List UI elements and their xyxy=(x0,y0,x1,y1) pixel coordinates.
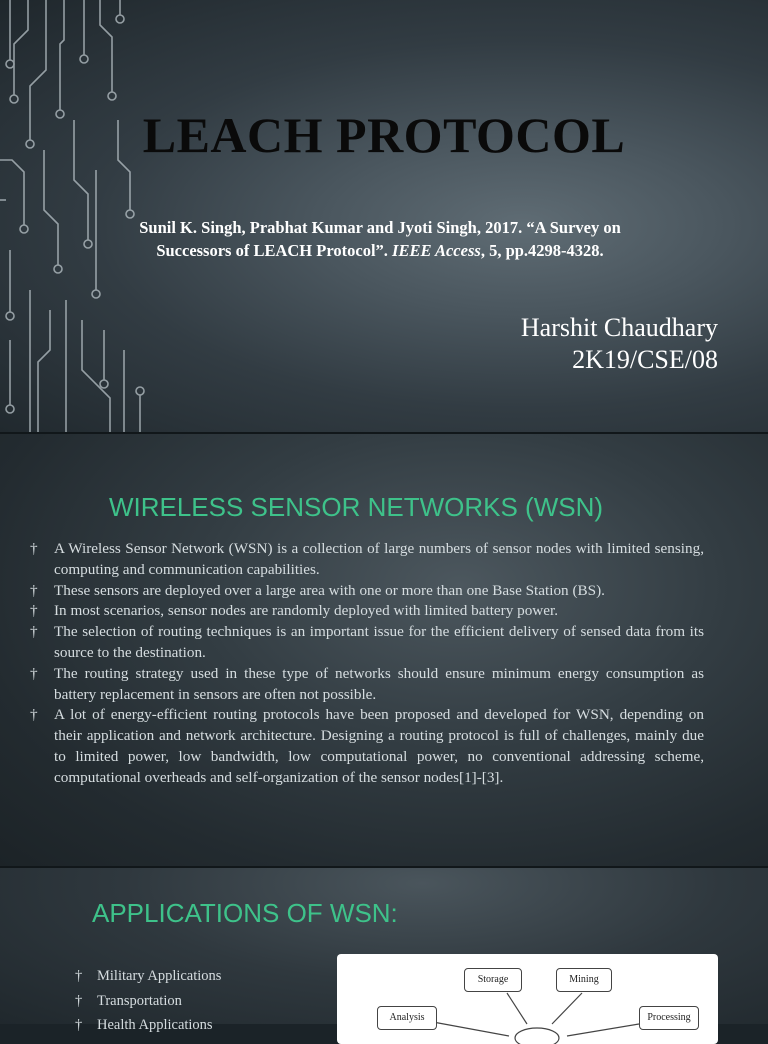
dagger-bullet-icon: † xyxy=(30,602,38,620)
citation xyxy=(130,216,630,262)
bullet-text: Health Applications xyxy=(97,1017,213,1033)
presentation-title: LEACH PROTOCOL xyxy=(142,107,626,163)
dagger-bullet-icon: † xyxy=(75,992,83,1009)
list-item xyxy=(30,664,704,706)
author-block xyxy=(521,312,718,376)
bullet-text: These sensors are deployed over a large area with one or more than one Base Station (BS). xyxy=(54,581,605,599)
list-item xyxy=(30,581,704,602)
dagger-bullet-icon: † xyxy=(30,706,38,724)
bullet-text: The selection of routing techniques is an important issue for the efficient delivery of sensed data from its source to the destination. xyxy=(54,623,704,661)
title-slide xyxy=(0,0,768,432)
bullet-text: In most scenarios, sensor nodes are randomly deployed with limited battery power. xyxy=(54,602,559,620)
wsn-heading: WIRELESS SENSOR NETWORKS (WSN) xyxy=(108,492,604,522)
author-name: Harshit Chaudhary xyxy=(520,313,718,342)
author-id: 2K19/CSE/08 xyxy=(572,345,718,374)
list-item xyxy=(75,964,221,989)
citation-authors: Sunil K. Singh, Prabhat Kumar and Jyoti Singh, 2017. “A Survey on Successors of LEACH Protocol”. xyxy=(139,218,621,260)
wsn-slide xyxy=(0,434,768,866)
diagram-node-mining: Mining xyxy=(556,968,612,992)
citation-journal: IEEE Access xyxy=(392,241,481,260)
dagger-bullet-icon: † xyxy=(30,540,38,557)
diagram-node-storage: Storage xyxy=(464,968,522,992)
wsn-applications-diagram xyxy=(337,954,718,1044)
bullet-text: Transportation xyxy=(97,992,182,1009)
list-item xyxy=(30,705,704,788)
applications-heading: APPLICATIONS OF WSN: xyxy=(92,898,398,928)
list-item xyxy=(30,622,704,664)
list-item xyxy=(30,601,704,622)
citation-volume: , 5, pp.4298-4328. xyxy=(480,241,604,260)
bullet-text: Military Applications xyxy=(97,968,222,984)
bullet-text: A Wireless Sensor Network (WSN) is a collection of large numbers of sensor nodes with limited sensing, computing and communication capabilities. xyxy=(54,540,704,578)
diagram-node-analysis: Analysis xyxy=(377,1006,437,1030)
diagram-connectors xyxy=(337,954,718,1044)
dagger-bullet-icon: † xyxy=(75,968,83,984)
list-item xyxy=(30,539,704,581)
list-item xyxy=(75,989,221,1014)
list-item xyxy=(75,1013,221,1038)
dagger-bullet-icon: † xyxy=(30,664,38,682)
diagram-node-processing: Processing xyxy=(639,1006,699,1030)
dagger-bullet-icon: † xyxy=(75,1017,83,1033)
applications-bullet-list xyxy=(75,964,221,1038)
dagger-bullet-icon: † xyxy=(30,623,38,641)
wsn-bullet-list xyxy=(30,539,704,789)
applications-slide xyxy=(0,868,768,1033)
dagger-bullet-icon: † xyxy=(30,581,38,599)
bullet-text: A lot of energy-efficient routing protocols have been proposed and developed for WSN, depending on their application and network architecture. Designing a routing protocol is full of challenges, mainly due to limited power, low bandwidth, low computational power, no conventional addressing scheme, computational overheads and self-organization of the sensor nodes[1]-[3]. xyxy=(54,706,704,786)
bullet-text: The routing strategy used in these type of networks should ensure minimum energy consumption as battery replacement in sensors are often not possible. xyxy=(54,664,704,703)
